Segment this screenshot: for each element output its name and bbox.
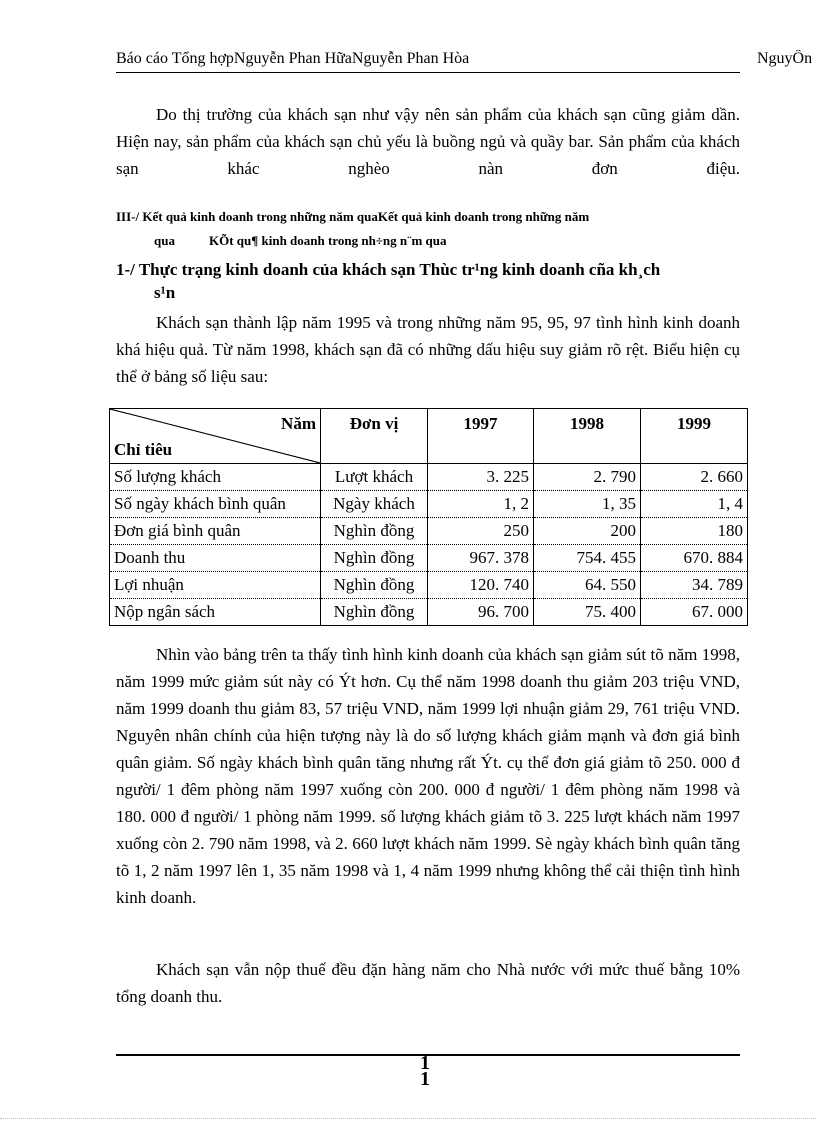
paragraph-analysis: Nhìn vào bảng trên ta thấy tình hình kinh doanh của khách sạn giảm sút tõ năm 1998, năm 1999 mức giảm sút này có Ýt hơn. Cụ thể năm 1998 doanh thu giảm 203 triệu VND, năm 1999 doanh thu giảm 83, 57 triệu VND, năm 1999 lợi nhuận giảm 29, 761 triệu VND. Nguyên nhân chính của hiện tượng này là do số lượng khách giảm mạnh và đơn giá bình quân giảm. Số ngày khách bình quân tăng nhưng rất Ýt. cụ thể đơn giá giảm tõ 250. 000 đ người/ 1 đêm phòng năm 1997 xuống còn 200. 000 đ người/ 1 đêm phòng năm 1998 và 180. 000 đ người/ 1 phòng năm 1999. số lượng khách giảm tõ 3. 225 lượt khách năm 1997 xuống còn 2. 790 năm 1998, và 2. 660 lượt khách năm 1999. Sè ngày khách bình quân tăng tõ 1, 2 năm 1997 lên 1, 35 năm 1998 và 1, 4 năm 1999 nhưng không thể cải thiện tình hình kinh doanh.	[116, 645, 740, 907]
table-header-row	[110, 409, 748, 464]
row-value: 34. 789	[641, 572, 748, 599]
paragraph-intro: Khách sạn thành lập năm 1995 và trong những năm 95, 95, 97 tình hình kinh doanh khá hiệu quả. Từ năm 1998, khách sạn đã có những dấu hiệu suy giảm rõ rệt. Biểu hiện cụ thể ở bảng số liệu sau:	[116, 313, 740, 386]
paragraph-product: Do thị trường của khách sạn như vậy nên sản phẩm của khách sạn cũng giảm dần. Hiện nay, sản phẩm của khách sạn chủ yếu là buồng ngủ và quầy bar. Sản phẩm của khách sạn khác nghèo nàn đơn điệu.	[116, 105, 740, 178]
row-value: 250	[428, 518, 534, 545]
year-header-1998: 1998	[534, 409, 641, 464]
table-row	[110, 572, 748, 599]
row-unit: Nghìn đồng	[321, 518, 428, 545]
row-value: 2. 790	[534, 464, 641, 491]
page-number: 1 1	[420, 1052, 430, 1090]
row-unit: Nghìn đồng	[321, 599, 428, 626]
row-unit: Lượt khách	[321, 464, 428, 491]
page-bottom-border	[0, 1118, 816, 1119]
corner-year-label: Năm	[281, 414, 316, 433]
row-value: 754. 455	[534, 545, 641, 572]
section-heading-results-line-2a: qua	[154, 233, 175, 248]
year-header-1999: 1999	[641, 409, 748, 464]
table-row	[110, 491, 748, 518]
row-unit: Nghìn đồng	[321, 545, 428, 572]
business-results-table	[109, 408, 748, 626]
section-heading-results-line-1: III-/ Kết quả kinh doanh trong những năm quaKết quả kinh doanh trong những năm	[116, 209, 590, 224]
row-value: 120. 740	[428, 572, 534, 599]
section-heading-situation-line-1: 1-/ Thực trạng kinh doanh của khách sạn Thùc tr¹ng kinh doanh cña kh¸ch	[116, 260, 661, 279]
row-value: 67. 000	[641, 599, 748, 626]
row-value: 967. 378	[428, 545, 534, 572]
page-header	[116, 50, 816, 72]
row-label: Nộp ngân sách	[110, 599, 321, 626]
row-value: 1, 35	[534, 491, 641, 518]
row-value: 96. 700	[428, 599, 534, 626]
row-value: 200	[534, 518, 641, 545]
table-row	[110, 518, 748, 545]
row-value: 1, 4	[641, 491, 748, 518]
paragraph-tax: Khách sạn vẫn nộp thuế đều đặn hàng năm cho Nhà nước với mức thuế bằng 10% tổng doanh thu.	[116, 960, 740, 1006]
row-label: Doanh thu	[110, 545, 321, 572]
table-corner-cell	[110, 409, 321, 464]
row-value: 180	[641, 518, 748, 545]
row-value: 2. 660	[641, 464, 748, 491]
row-value: 1, 2	[428, 491, 534, 518]
section-heading-situation-line-2: s¹n	[154, 283, 176, 302]
table-row	[110, 464, 748, 491]
row-unit: Nghìn đồng	[321, 572, 428, 599]
row-value: 64. 550	[534, 572, 641, 599]
row-label: Số lượng khách	[110, 464, 321, 491]
header-title: Báo cáo Tổng hợpNguyễn Phan HữaNguyễn Phan Hòa	[116, 50, 470, 67]
table-row	[110, 545, 748, 572]
section-heading-results-line-2b: KÕt qu¶ kinh doanh trong nh÷ng n¨m qua	[208, 233, 447, 248]
row-value: 75. 400	[534, 599, 641, 626]
header-author: NguyÔn	[757, 50, 813, 67]
header-rule	[116, 72, 740, 73]
row-label: Số ngày khách bình quân	[110, 491, 321, 518]
row-unit: Ngày khách	[321, 491, 428, 518]
unit-header: Đơn vị	[321, 409, 428, 464]
table-row	[110, 599, 748, 626]
section-heading-situation	[116, 258, 740, 304]
row-value: 670. 884	[641, 545, 748, 572]
row-label: Lợi nhuận	[110, 572, 321, 599]
corner-indicator-label: Chỉ tiêu	[114, 440, 173, 459]
section-heading-results	[116, 205, 740, 253]
row-value: 3. 225	[428, 464, 534, 491]
year-header-1997: 1997	[428, 409, 534, 464]
row-label: Đơn giá bình quân	[110, 518, 321, 545]
